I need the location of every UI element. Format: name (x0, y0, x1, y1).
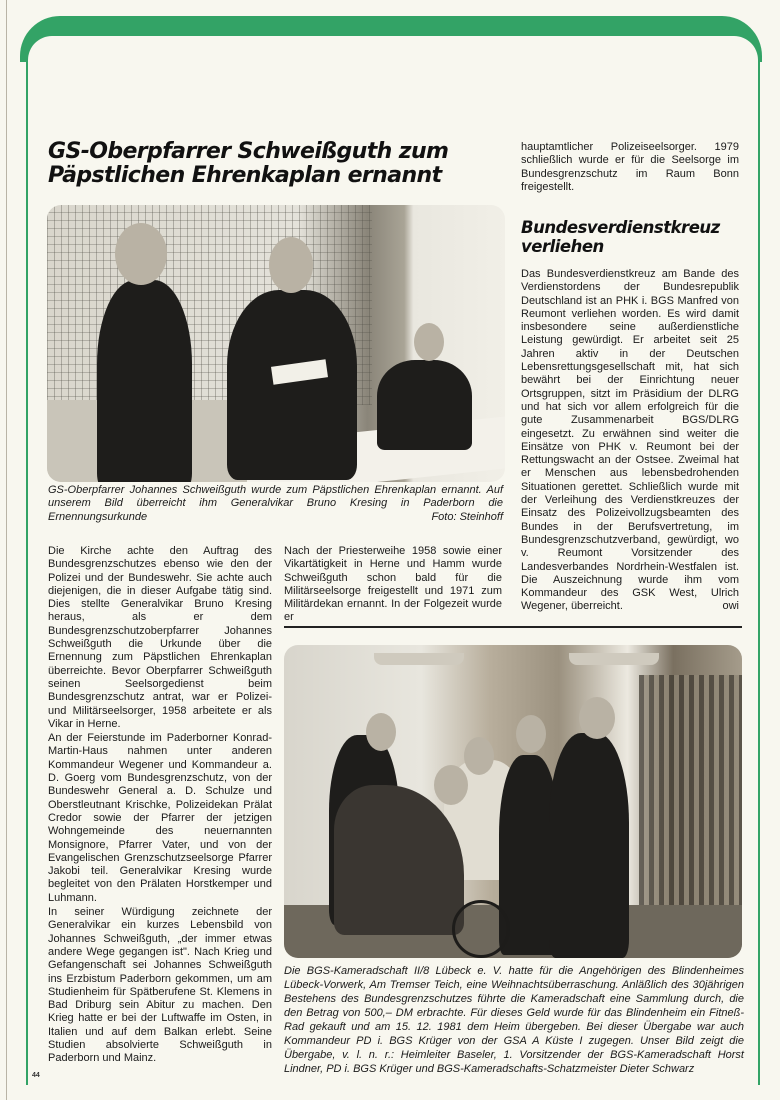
article2-headline (521, 218, 751, 256)
photo-ehrenkaplan-ceremony (47, 205, 505, 482)
section-divider (284, 626, 742, 628)
photo-lamp (569, 653, 659, 665)
photo-person-seated (377, 360, 472, 450)
paragraph (521, 268, 739, 614)
photo-person-center (227, 290, 357, 480)
photo2-caption: Die BGS-Kameradschaft II/8 Lübeck e. V. hatte für die Angehörigen des Blindenheimes Lübeck-Vorwerk, Am Tremser Teich, eine Weihnachtsüberraschung. Anläßlich des 30jährigen Bestehens des Bundesgrenzschutzes führte die Kameradschaft eine Sammlung durch, die den Betrag von 500,– DM erbrachte. Für dieses Geld wurde für das Blindenheim ein Fitneß-Rad gekauft und am 15. 12. 1981 dem Heim übergeben. Bei dieser Übergabe war auch Kommandeur PD i. BGS Krüger von der GSA A Küste I zugegen. Unser Bild zeigt die Übergabe, v. l. n. r.: Heimleiter Baseler, 1. Vorsitzender der BGS-Kameradschaft Horst Lindner, PD i. BGS Krüger und BGS-Kameradschafts-Schatzmeister Dieter Schwarz (284, 965, 744, 1075)
article1-column-left (48, 545, 272, 1066)
photo-lamp (374, 653, 464, 665)
photo-fitness-bike-handover (284, 645, 742, 958)
photo-head-left (115, 223, 167, 285)
photo-head-seated (414, 323, 444, 361)
photo-head (366, 713, 396, 751)
page-number: 44 (32, 1072, 40, 1079)
paragraph: Nach der Priesterweihe 1958 sowie einer Vikartätigkeit in Herne und Hamm wurde Schweißguth schon bald für die Militärseelsorge freigestellt und 1971 zum Militärdekan ernannt. In der Folgezeit wurde er (284, 545, 502, 624)
paragraph: In seiner Würdigung zeichnete der Generalvikar ein kurzes Lebensbild von Johannes Schweißguth, „der immer etwas andere Wege gegangen ist". Nach Krieg und Gefangenschaft sei Johannes Schweißguth ins Erzbistum Paderborn gekommen, um am Studienheim für Spätberufene St. Klemens in Bad Driburg sein Abitur zu machen. Den Krieg hatte er bei der Luftwaffe im Osten, in Italien und auf dem Balkan erlebt. Seine Studien absolvierte Schweißguth in Paderborn und Mainz. (48, 906, 272, 1065)
paragraph: An der Feierstunde im Paderborner Konrad-Martin-Haus nahmen unter anderen Kommandeur Wegener und Kommandeur a. D. Goerg vom Bundesgrenzschutz, von der Bundeswehr General a. D. Schulze und Oberstleutnant Krischke, Polizeidekan Prälat Credor sowie der Pfarrer der jetzigen Wohngemeinde des neuernannten Monsignore, Pfarrer Vater, und von der Evangelischen Grenzschutzseelsorge Pfarrer Jakobi teil. Generalvikar Kresing wurde begleitet von den Prälaten Horstkemper und Luhmann. (48, 732, 272, 904)
caption-text: GS-Oberpfarrer Johannes Schweißguth wurde zum Päpstlichen Ehrenkaplan ernannt. Auf unserem Bild überreicht ihm Generalvikar Bruno Kresing in Paderborn die Ernennungsurkunde (48, 484, 503, 523)
article1-headline (48, 140, 488, 188)
photo-head (516, 715, 546, 753)
author-signoff: owi (722, 600, 739, 613)
photo-head-center (269, 237, 313, 293)
photo-head (434, 765, 468, 805)
article1-column-right (521, 141, 739, 194)
green-frame-left (26, 60, 28, 1085)
subhead-line-2: verliehen (521, 237, 604, 256)
paragraph: Die Kirche achte den Auftrag des Bundesgrenzschutzes ebenso wie den der Polizei und der Bundeswehr. Sie achte auch diejenigen, die in dieser Aufgabe tätig sind. Dies stellte Generalvikar Bruno Kresing heraus, als er dem Bundesgrenzschutzoberpfarrer Johannes Schweißguth die Urkunde über die Ernennung zum Päpstlichen Ehrenkaplan überreichte. Bevor Oberpfarrer Schweißguth seinen Seelsorgedienst beim Bundesgrenzschutz antrat, war er Polizei- und Militärseelsorger, 1958 arbeitete er als Vikar in Herne. (48, 545, 272, 730)
page-edge (6, 0, 7, 1100)
green-frame-right (758, 60, 760, 1085)
headline-line-1: GS-Oberpfarrer Schweißguth zum (48, 139, 449, 164)
article2-body (521, 268, 739, 614)
photo-person-right (549, 733, 629, 958)
article1-column-middle (284, 545, 502, 625)
photo-head (464, 737, 494, 775)
photo1-caption (48, 484, 503, 524)
subhead-line-1: Bundesverdienstkreuz (521, 218, 720, 237)
photo-credit: Foto: Steinhoff (431, 510, 503, 523)
frame-inner-cover (28, 36, 758, 96)
headline-line-2: Päpstlichen Ehrenkaplan ernannt (48, 163, 442, 188)
photo-person-left (97, 280, 192, 482)
paragraph: hauptamtlicher Polizeiseelsorger. 1979 schließlich wurde er für die Seelsorge im Bundesgrenzschutz im Raum Bonn freigestellt. (521, 141, 739, 193)
photo-head (579, 697, 615, 739)
photo-exercise-bike (452, 900, 510, 958)
article2-text: Das Bundesverdienstkreuz am Bande des Verdienstordens der Bundesrepublik Deutschland ist an PHK i. BGS Manfred von Reumont verliehen worden. Es wird damit insbesondere seine außerdienstliche Leistung gewürdigt. Er arbeitet seit 25 Jahren aktiv in der Deutschen Lebensrettungsgesellschaft mit, hat sich bewährt bei der Einrichtung neuer Ortsgruppen, sitzt im Präsidium der DLRG und hat sich vor allem erfolgreich für die gute Zusammenarbeit BGS/DLRG eingesetzt. Zu erwähnen sind weiter die Einsätze von PHK v. Reumont bei der Rettungswacht an der Ostsee. Zweimal hat er Menschen aus lebensbedrohenden Situationen gerettet. Schließlich wurde mit der Verleihung des Verdienstkreuzes der Einsatz des Polizeivollzugsbeamten des Bundes in der Berufsvertretung, im Bundesgrenzschutzverband, gewürdigt, wo v. Reumont Vorsitzender des Landesverbandes Nordrhein-Westfalen ist. Die Auszeichnung wurde ihm vom Kommandeur des GSK West, Ulrich Wegener, überreicht. (521, 268, 739, 613)
